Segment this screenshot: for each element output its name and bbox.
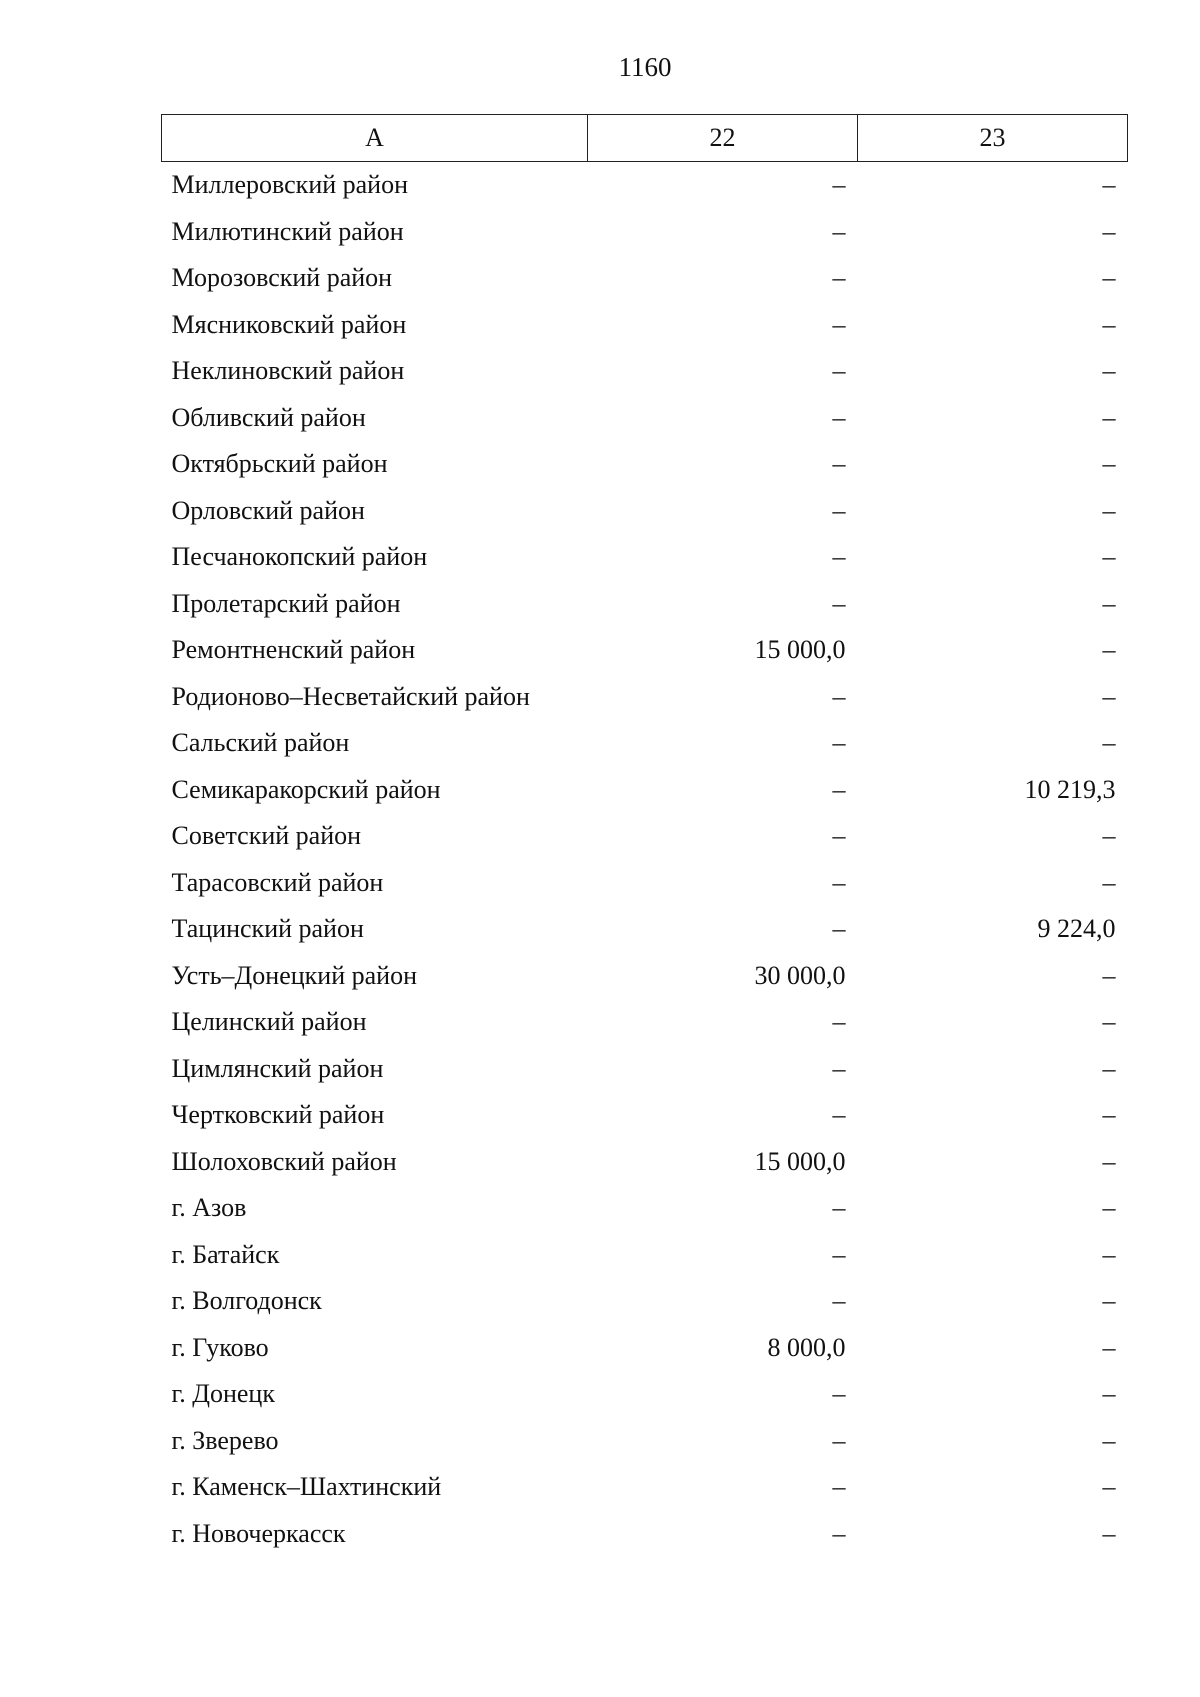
table-row <box>162 1185 1128 1232</box>
value-23-cell: – <box>1102 1425 1116 1455</box>
value-22-cell: – <box>832 1193 846 1223</box>
value-22-cell: 15 000,0 <box>754 1146 846 1176</box>
value-23-cell: – <box>1102 867 1116 897</box>
row-name-cell: г. Новочеркасск <box>171 1518 346 1548</box>
table-row <box>162 860 1128 907</box>
table-row <box>162 999 1128 1046</box>
value-22-cell: – <box>832 216 846 246</box>
table-row <box>162 581 1128 628</box>
value-23-cell: – <box>1102 635 1116 665</box>
table-row <box>162 534 1128 581</box>
value-22-cell: – <box>832 728 846 758</box>
row-name-cell: Шолоховский район <box>171 1146 397 1176</box>
table-row <box>162 813 1128 860</box>
table-row <box>162 1418 1128 1465</box>
value-22-cell: – <box>832 681 846 711</box>
column-header-23: 23 <box>858 115 1128 162</box>
row-name-cell: Тарасовский район <box>171 867 384 897</box>
row-name-cell: г. Батайск <box>171 1239 280 1269</box>
value-23-cell: – <box>1102 1472 1116 1502</box>
table-row <box>162 767 1128 814</box>
value-23-cell: – <box>1102 1146 1116 1176</box>
value-22-cell: – <box>832 356 846 386</box>
table-row <box>162 348 1128 395</box>
table-header-row <box>162 115 1128 162</box>
column-header-a: А <box>162 115 588 162</box>
value-23-cell: – <box>1102 1053 1116 1083</box>
table-row <box>162 209 1128 256</box>
row-name-cell: Песчанокопский район <box>171 542 428 572</box>
value-22-cell: – <box>832 867 846 897</box>
value-22-cell: – <box>832 170 846 200</box>
value-23-cell: – <box>1102 542 1116 572</box>
value-22-cell: – <box>832 309 846 339</box>
table-row <box>162 953 1128 1000</box>
value-22-cell: – <box>832 1379 846 1409</box>
row-name-cell: Морозовский район <box>171 263 393 293</box>
table-row <box>162 906 1128 953</box>
row-name-cell: г. Донецк <box>171 1379 275 1409</box>
table-row <box>162 162 1128 209</box>
value-22-cell: 8 000,0 <box>767 1332 846 1362</box>
row-name-cell: г. Волгодонск <box>171 1286 322 1316</box>
value-22-cell: – <box>832 402 846 432</box>
row-name-cell: Чертковский район <box>171 1100 385 1130</box>
value-22-cell: – <box>832 495 846 525</box>
table-row <box>162 441 1128 488</box>
table-row <box>162 674 1128 721</box>
value-23-cell: – <box>1102 263 1116 293</box>
value-22-cell: – <box>832 1007 846 1037</box>
row-name-cell: г. Зверево <box>171 1425 279 1455</box>
table-row <box>162 488 1128 535</box>
table-row <box>162 1139 1128 1186</box>
value-22-cell: 15 000,0 <box>754 635 846 665</box>
value-23-cell: – <box>1102 728 1116 758</box>
row-name-cell: г. Азов <box>171 1193 247 1223</box>
table-row <box>162 1046 1128 1093</box>
row-name-cell: Целинский район <box>171 1007 367 1037</box>
value-23-cell: – <box>1102 681 1116 711</box>
value-23-cell: – <box>1102 449 1116 479</box>
table-body <box>162 162 1128 1558</box>
row-name-cell: Сальский район <box>171 728 350 758</box>
value-23-cell: – <box>1102 1379 1116 1409</box>
table-row <box>162 1464 1128 1511</box>
column-header-22: 22 <box>588 115 858 162</box>
value-23-cell: – <box>1102 821 1116 851</box>
value-23-cell: – <box>1102 1193 1116 1223</box>
value-23-cell: – <box>1102 1007 1116 1037</box>
page-number: 1160 <box>618 52 672 82</box>
value-23-cell: – <box>1102 402 1116 432</box>
table-row <box>162 1092 1128 1139</box>
value-22-cell: – <box>832 542 846 572</box>
value-22-cell: – <box>832 1286 846 1316</box>
table-row <box>162 1325 1128 1372</box>
value-23-cell: – <box>1102 170 1116 200</box>
value-22-cell: – <box>832 774 846 804</box>
row-name-cell: Мясниковский район <box>171 309 407 339</box>
value-23-cell: – <box>1102 960 1116 990</box>
table-row <box>162 1511 1128 1558</box>
value-22-cell: – <box>832 914 846 944</box>
value-23-cell: – <box>1102 1286 1116 1316</box>
table-row <box>162 627 1128 674</box>
value-23-cell: – <box>1102 1332 1116 1362</box>
row-name-cell: Усть–Донецкий район <box>171 960 417 990</box>
value-22-cell: 30 000,0 <box>754 960 846 990</box>
value-22-cell: – <box>832 449 846 479</box>
value-23-cell: – <box>1102 495 1116 525</box>
row-name-cell: Обливский район <box>171 402 366 432</box>
value-23-cell: – <box>1102 1518 1116 1548</box>
row-name-cell: Орловский район <box>171 495 365 525</box>
table-row <box>162 1232 1128 1279</box>
row-name-cell: Пролетарский район <box>171 588 401 618</box>
value-22-cell: – <box>832 1053 846 1083</box>
row-name-cell: Ремонтненский район <box>171 635 416 665</box>
value-22-cell: – <box>832 1425 846 1455</box>
value-23-cell: – <box>1102 356 1116 386</box>
value-22-cell: – <box>832 588 846 618</box>
data-table-container <box>161 114 1127 1557</box>
value-22-cell: – <box>832 263 846 293</box>
row-name-cell: Семикаракорский район <box>171 774 441 804</box>
value-23-cell: – <box>1102 588 1116 618</box>
table-row <box>162 302 1128 349</box>
value-22-cell: – <box>832 1518 846 1548</box>
row-name-cell: Милютинский район <box>171 216 404 246</box>
row-name-cell: Советский район <box>171 821 362 851</box>
row-name-cell: г. Каменск–Шахтинский <box>171 1472 442 1502</box>
row-name-cell: Неклиновский район <box>171 356 405 386</box>
value-22-cell: – <box>832 1100 846 1130</box>
value-23-cell: 10 219,3 <box>1024 774 1116 804</box>
table-row <box>162 1371 1128 1418</box>
data-table <box>161 114 1128 1557</box>
row-name-cell: Тацинский район <box>171 914 364 944</box>
table-row <box>162 1278 1128 1325</box>
row-name-cell: Родионово–Несветайский район <box>171 681 530 711</box>
value-23-cell: – <box>1102 1100 1116 1130</box>
table-row <box>162 255 1128 302</box>
row-name-cell: Цимлянский район <box>171 1053 384 1083</box>
value-23-cell: – <box>1102 309 1116 339</box>
row-name-cell: г. Гуково <box>171 1332 269 1362</box>
value-22-cell: – <box>832 1239 846 1269</box>
table-row <box>162 720 1128 767</box>
value-22-cell: – <box>832 1472 846 1502</box>
row-name-cell: Октябрьский район <box>171 449 388 479</box>
table-row <box>162 395 1128 442</box>
value-23-cell: 9 224,0 <box>1037 914 1116 944</box>
value-23-cell: – <box>1102 216 1116 246</box>
value-23-cell: – <box>1102 1239 1116 1269</box>
row-name-cell: Миллеровский район <box>171 170 409 200</box>
value-22-cell: – <box>832 821 846 851</box>
